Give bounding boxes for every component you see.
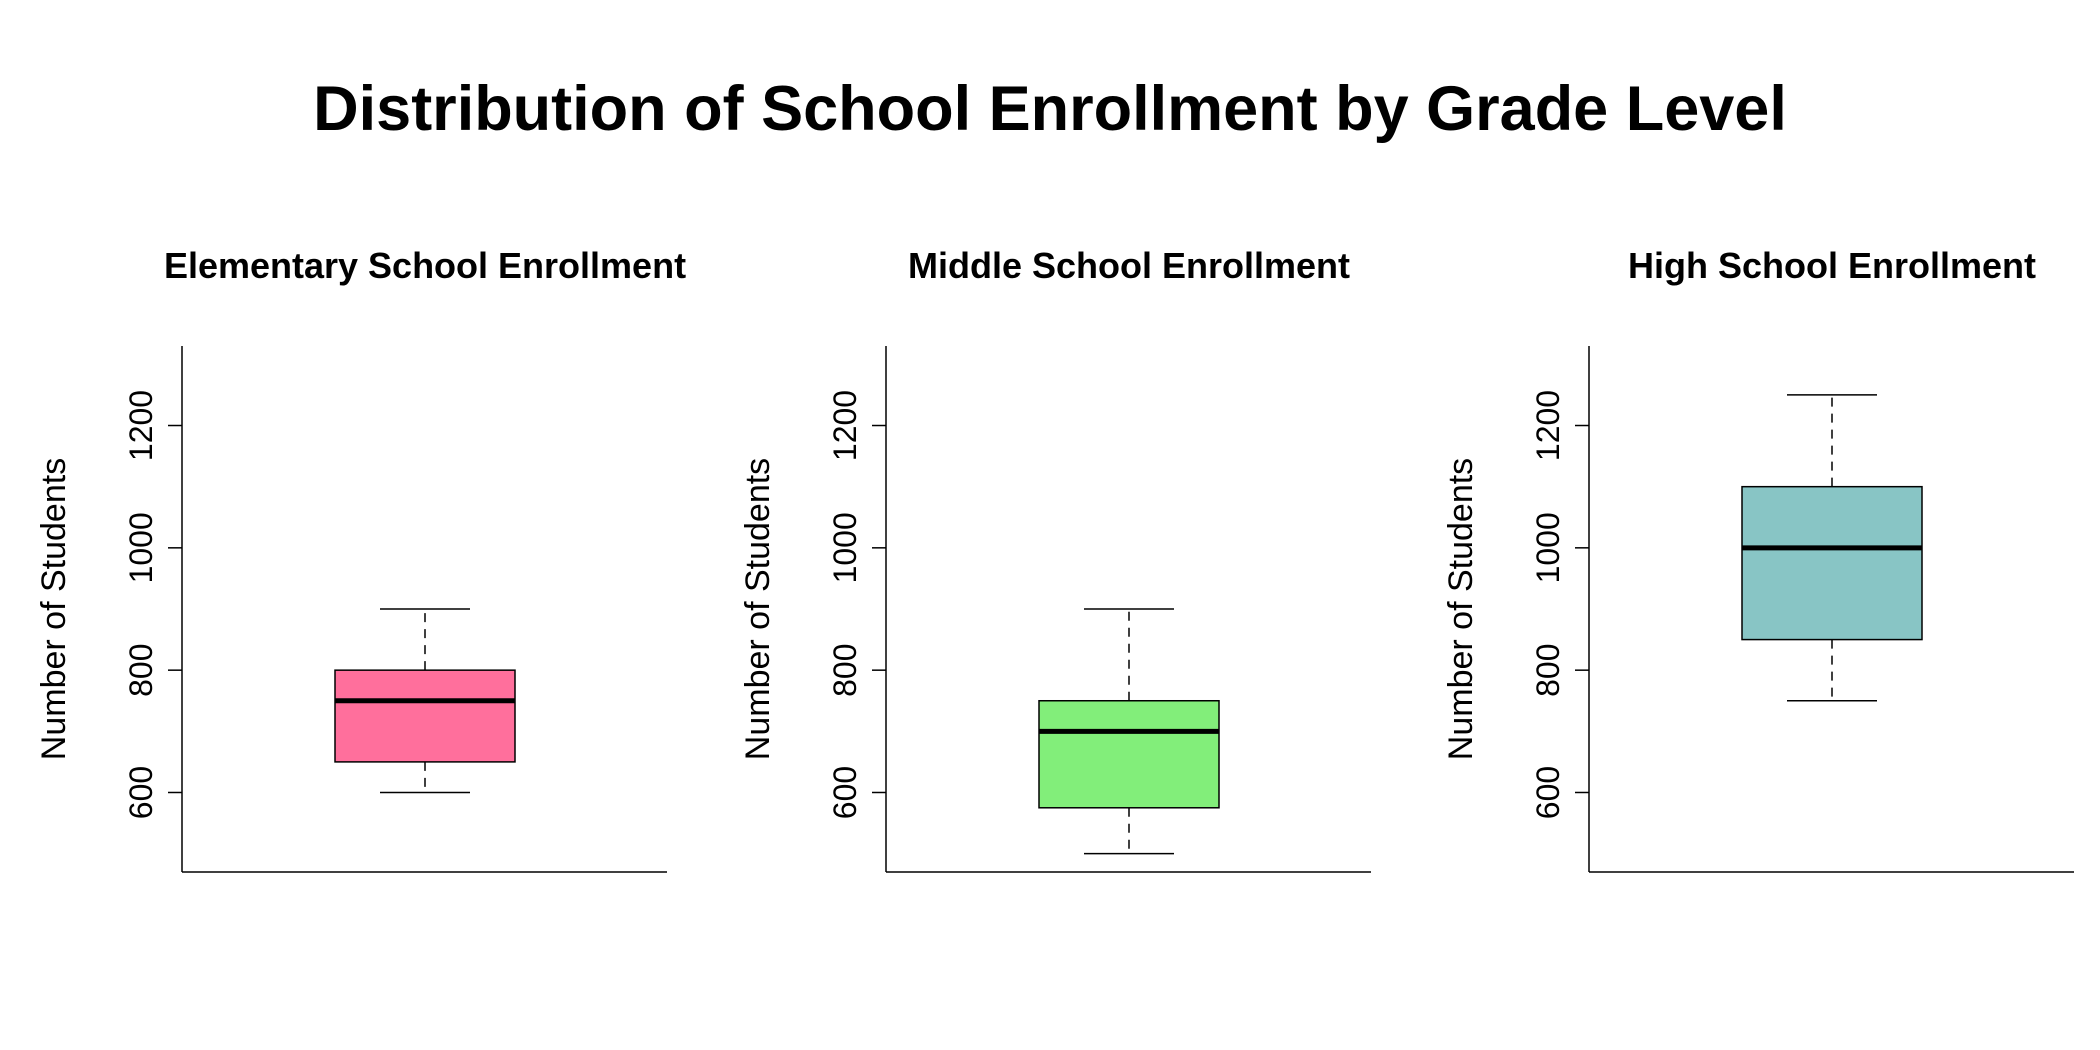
y-tick-label: 1200 (1530, 389, 1566, 462)
iqr-box (335, 670, 515, 762)
y-tick-label: 600 (1530, 765, 1566, 820)
panel-title: High School Enrollment (1627, 245, 2037, 286)
y-tick-label: 1200 (827, 389, 863, 462)
y-tick-label: 1000 (1530, 512, 1566, 584)
panel-title: Middle School Enrollment (907, 245, 1351, 286)
chart-panel-3 (1442, 245, 2074, 872)
y-axis-label: Number of Students (739, 457, 777, 761)
y-tick-label: 1000 (123, 512, 159, 584)
y-axis-label: Number of Students (1442, 457, 1480, 761)
iqr-box (1742, 487, 1922, 640)
main-title: Distribution of School Enrollment by Grade Level (313, 74, 1787, 144)
y-tick-label: 1200 (123, 389, 159, 462)
y-tick-label: 800 (123, 643, 159, 697)
y-tick-label: 800 (1530, 643, 1566, 697)
y-axis-label: Number of Students (35, 457, 73, 761)
chart-panel-1 (35, 245, 686, 872)
y-tick-label: 600 (123, 765, 159, 820)
panel-title: Elementary School Enrollment (163, 245, 687, 286)
y-tick-label: 600 (827, 765, 863, 820)
y-tick-label: 1000 (827, 512, 863, 584)
iqr-box (1039, 701, 1219, 808)
y-tick-label: 800 (827, 643, 863, 697)
chart-panel-2 (739, 245, 1371, 872)
